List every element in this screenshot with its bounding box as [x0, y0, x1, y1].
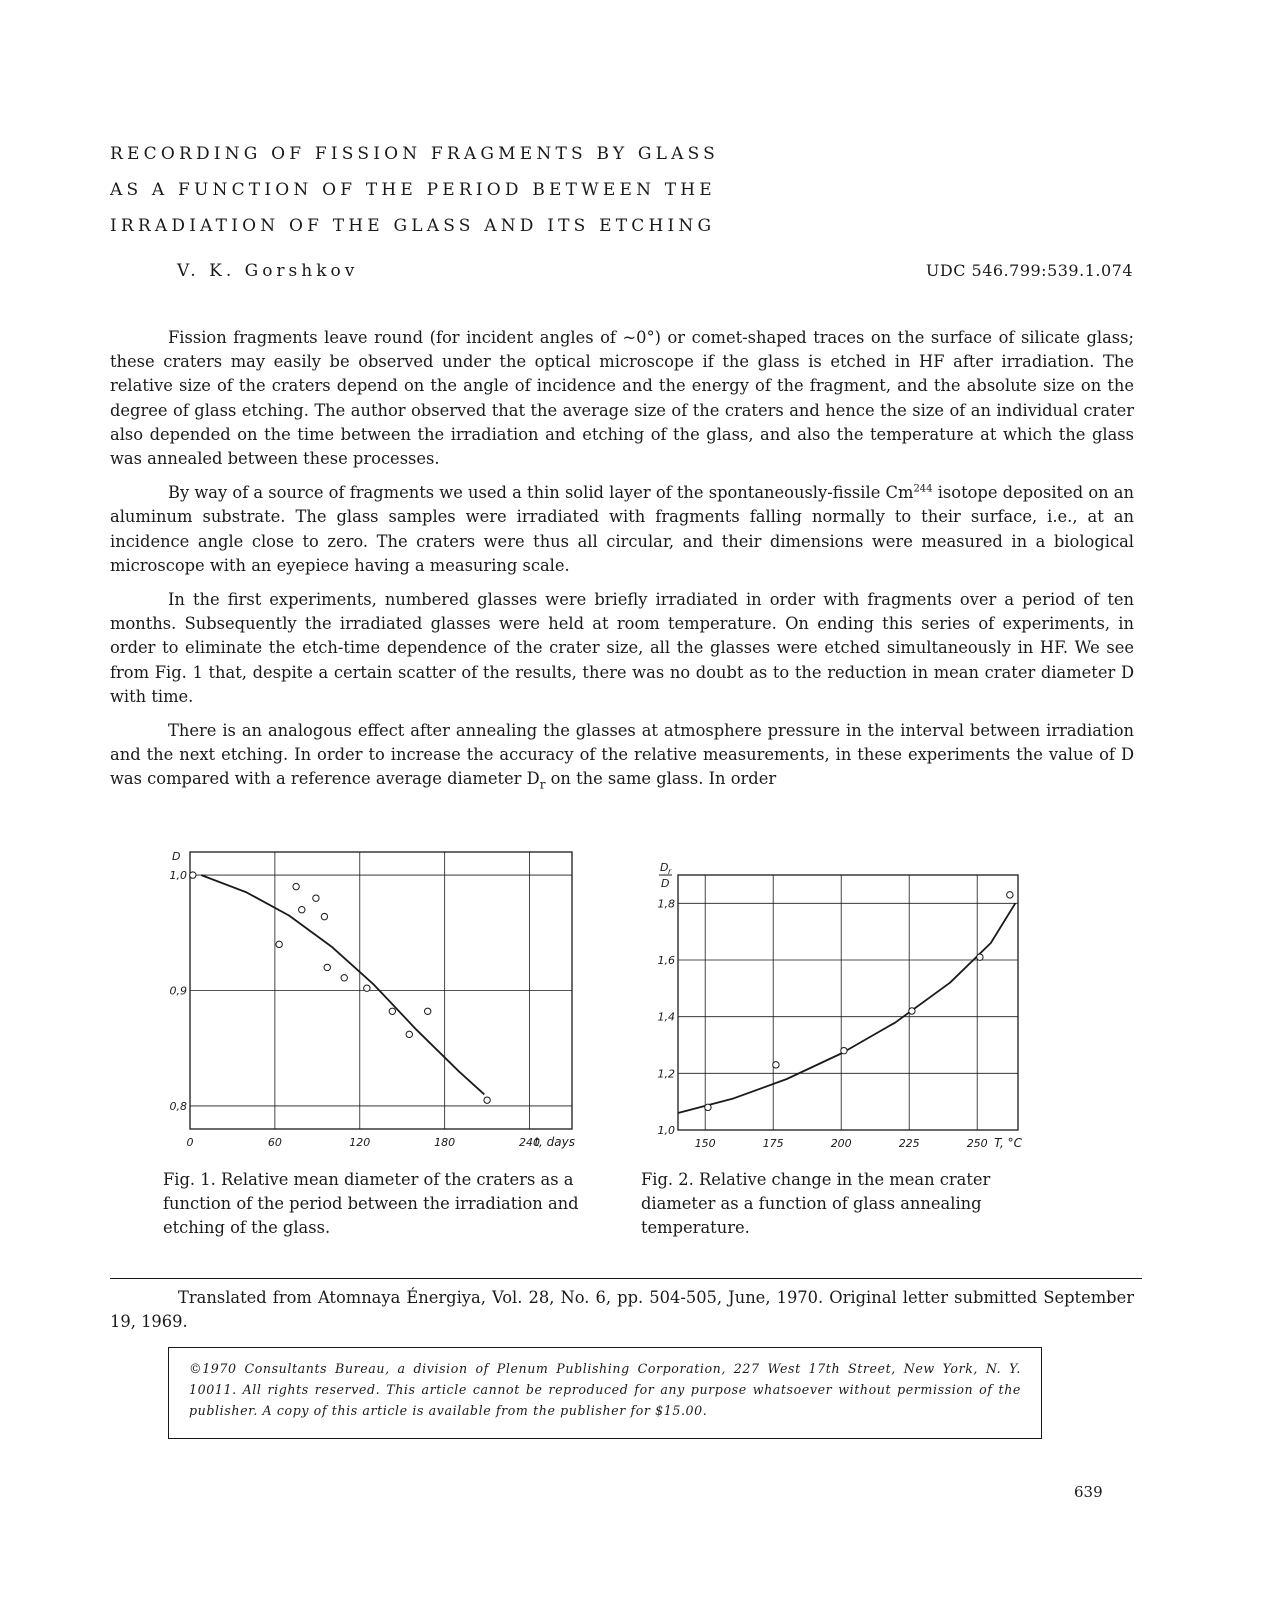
y-tick-label: 1,0 [169, 869, 187, 883]
data-point [977, 954, 983, 960]
paragraph-2-text-a: By way of a source of fragments we used a thin solid layer of the spontaneously-fissile Cm [168, 483, 914, 503]
title-line-3: IRRADIATION OF THE GLASS AND ITS ETCHING [110, 216, 716, 236]
figure-1-chart [160, 842, 590, 1162]
x-tick-label: 250 [966, 1137, 988, 1150]
x-axis-label: t, days [534, 1135, 575, 1149]
data-point [773, 1062, 779, 1068]
y-tick-label: 1,6 [657, 954, 675, 967]
isotope-superscript: 244 [913, 483, 933, 495]
fit-curve [678, 903, 1015, 1113]
data-point [341, 975, 347, 981]
data-point [364, 985, 370, 991]
data-point [321, 913, 327, 919]
data-point [389, 1008, 395, 1014]
data-point [324, 964, 330, 970]
x-tick-label: 150 [694, 1137, 716, 1150]
data-point [424, 1008, 430, 1014]
translation-note: Translated from Atomnaya Énergiya, Vol. 28, No. 6, pp. 504-505, June, 1970. Original letter submitted September 19, 1969. [110, 1288, 1134, 1331]
x-tick-label: 120 [349, 1136, 371, 1149]
data-point [406, 1031, 412, 1037]
figure-1-caption: Fig. 1. Relative mean diameter of the craters as a function of the period between the irradiation and etching of the glass. [163, 1170, 579, 1237]
reference-subscript: r [539, 777, 546, 792]
data-point [293, 883, 299, 889]
title-line-1: RECORDING OF FISSION FRAGMENTS BY GLASS [110, 144, 720, 164]
copyright-box [168, 1347, 1042, 1439]
paragraph-2 [110, 481, 1134, 578]
x-tick-label: 200 [830, 1137, 852, 1150]
data-point [705, 1104, 711, 1110]
copyright-text: ©1970 Consultants Bureau, a division of Plenum Publishing Corporation, 227 West 17th Street, New York, N. Y. 10011. All rights reserved. This article cannot be reproduced for any purpose whatsoever without permission of the publisher. A copy of this article is available from the publisher for $15.00. [189, 1361, 1021, 1418]
x-tick-label: 0 [186, 1136, 194, 1149]
title-line-2: AS A FUNCTION OF THE PERIOD BETWEEN THE [110, 180, 716, 200]
x-tick-label: 225 [898, 1137, 920, 1150]
paragraph-4-text-a: There is an analogous effect after annealing the glasses at atmosphere pressure in the interval between irradiation and the next etching. In order to increase the accuracy of the relative measurements, in these experiments the value of D was compared with a reference average diameter D [110, 721, 1134, 789]
data-point [484, 1097, 490, 1103]
figure-2 [640, 855, 1040, 1160]
data-point [276, 941, 282, 947]
x-tick-label: 60 [267, 1136, 282, 1149]
x-axis-label: T, °C [994, 1136, 1022, 1150]
article-body [110, 326, 1134, 802]
paragraph-4-text-b: on the same glass. In order [545, 769, 777, 789]
page-number: 639 [1074, 1483, 1103, 1501]
data-point [190, 872, 196, 878]
y-tick-label: 1,4 [657, 1010, 675, 1024]
y-tick-label: 0,9 [169, 984, 187, 998]
y-axis-label-denominator: D [661, 877, 670, 890]
plot-frame [678, 875, 1018, 1130]
figure-2-caption: Fig. 2. Relative change in the mean crater diameter as a function of glass annealing temperature. [641, 1170, 991, 1237]
author: V. K. Gorshkov [177, 261, 359, 281]
figure-2-chart [640, 855, 1040, 1160]
paragraph-3: In the first experiments, numbered glasses were briefly irradiated in order with fragments over a period of ten months. Subsequently the irradiated glasses were held at room temperature. On ending this series of experiments, in order to eliminate the etch-time dependence of the crater size, all the glasses were etched simultaneously in HF. We see from Fig. 1 that, despite a certain scatter of the results, there was no doubt as to the reduction in mean crater diameter D with time. [110, 590, 1134, 706]
paragraph-2-text-b: isotope deposited on an aluminum substrate. The glass samples were irradiated with fragments falling normally to their surface, i.e., at an incidence angle close to zero. The craters were thus all circular, and their dimensions were measured in a biological microscope with an eyepiece having a measuring scale. [110, 483, 1134, 575]
fit-curve [201, 875, 484, 1094]
data-point [313, 895, 319, 901]
y-axis-label-numerator-subscript: r [668, 867, 672, 876]
article-title [110, 136, 830, 244]
y-tick-label: 1,2 [657, 1067, 675, 1081]
footnote-rule [110, 1278, 1142, 1279]
y-tick-label: 0,8 [169, 1099, 187, 1113]
paragraph-4 [110, 719, 1134, 792]
y-axis-label: D [172, 850, 181, 863]
y-axis-label-numerator: D [660, 861, 669, 874]
y-tick-label: 1,0 [657, 1124, 675, 1137]
x-tick-label: 180 [434, 1136, 456, 1149]
paragraph-1: Fission fragments leave round (for incident angles of ~0°) or comet-shaped traces on the surface of silicate glass; these craters may easily be observed under the optical microscope if the glass is etched in HF after irradiation. The relative size of the craters depend on the angle of incidence and the energy of the fragment, and the absolute size on the degree of glass etching. The author observed that the average size of the craters and hence the size of an individual crater also depended on the time between the irradiation and etching of the glass, and also the temperature at which the glass was annealed between these processes. [110, 328, 1134, 469]
udc-code: UDC 546.799:539.1.074 [925, 261, 1133, 280]
data-point [909, 1008, 915, 1014]
data-point [841, 1047, 847, 1053]
figure-1 [160, 842, 590, 1162]
y-tick-label: 1,8 [657, 897, 675, 911]
x-tick-label: 175 [762, 1137, 784, 1150]
x-tick-label: 240 [519, 1136, 541, 1149]
data-point [1007, 892, 1013, 898]
data-point [299, 907, 305, 913]
